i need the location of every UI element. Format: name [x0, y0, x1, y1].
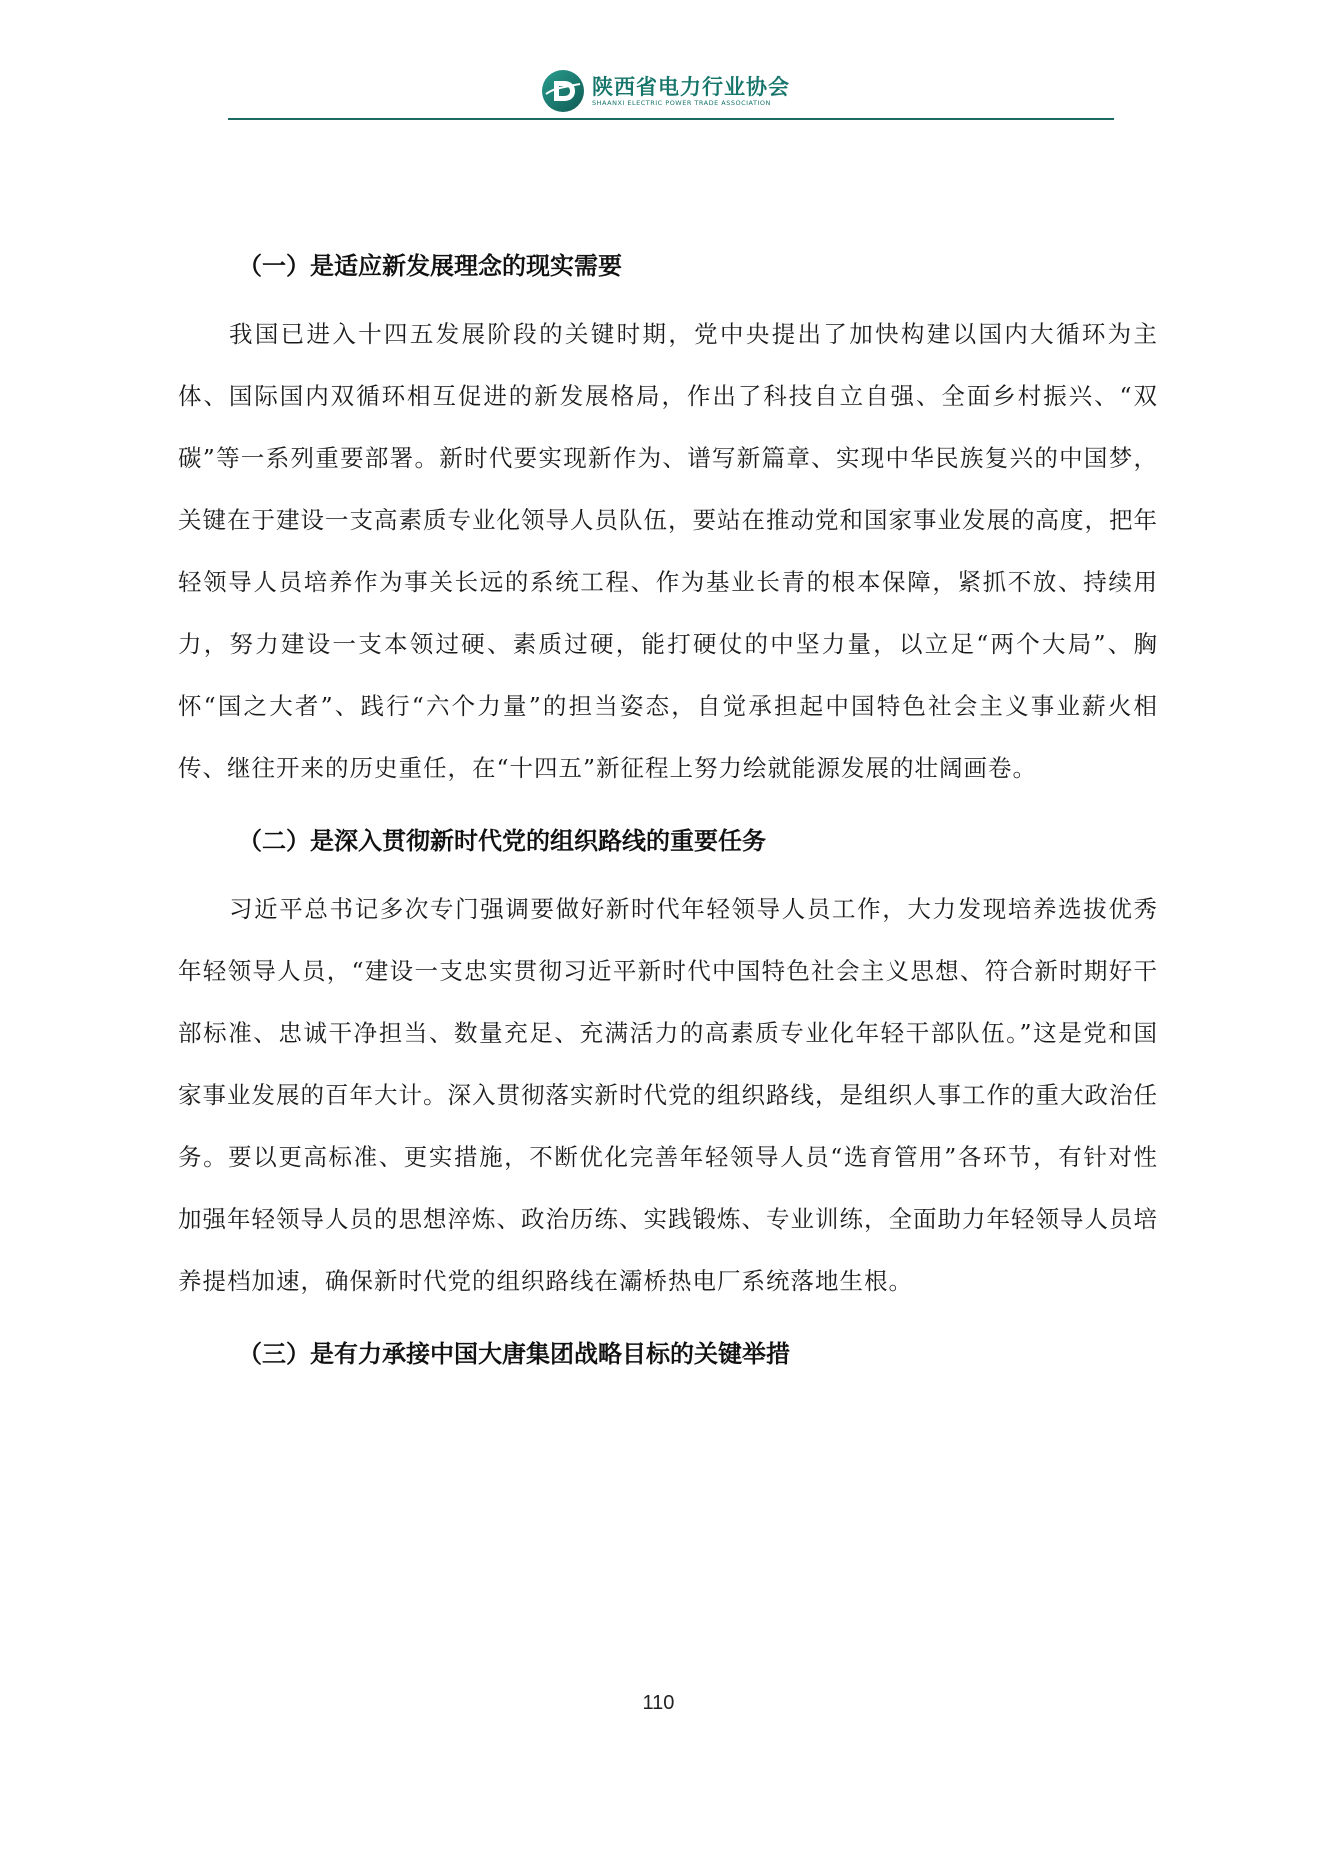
association-logo: [540, 68, 790, 114]
section-paragraph-2: 习近平总书记多次专门强调要做好新时代年轻领导人员工作，大力发现培养选拔优秀年轻领导人员，“建设一支忠实贯彻习近平新时代中国特色社会主义思想、符合新时期好干部标准、忠诚干净担当、数量充足、充满活力的高素质专业化年轻干部队伍。”这是党和国家事业发展的百年大计。深入贯彻落实新时代党的组织路线，是组织人事工作的重大政治任务。要以更高标准、更实措施，不断优化完善年轻领导人员“选育管用”各环节，有针对性加强年轻领导人员的思想淬炼、政治历练、实践锻炼、专业训练，全面助力年轻领导人员培养提档加速，确保新时代党的组织路线在灞桥热电厂系统落地生根。: [178, 895, 1158, 1295]
page-number: 110: [642, 1692, 675, 1714]
section-paragraph-1: 我国已进入十四五发展阶段的关键时期，党中央提出了加快构建以国内大循环为主体、国际国内双循环相互促进的新发展格局，作出了科技自立自强、全面乡村振兴、“双碳”等一系列重要部署。新时代要实现新作为、谱写新篇章、实现中华民族复兴的中国梦，关键在于建设一支高素质专业化领导人员队伍，要站在推动党和国家事业发展的高度，把年轻领导人员培养作为事关长远的系统工程、作为基业长青的根本保障，紧抓不放、持续用力，努力建设一支本领过硬、素质过硬，能打硬仗的中坚力量，以立足“两个大局”、胸怀“国之大者”、践行“六个力量”的担当姿态，自觉承担起中国特色社会主义事业薪火相传、继往开来的历史重任，在“十四五”新征程上努力绘就能源发展的壮阔画卷。: [178, 320, 1158, 782]
section-heading-1: （一）是适应新发展理念的现实需要: [238, 252, 622, 280]
header-divider: [228, 118, 1114, 120]
org-name-cn: 陕西省电力行业协会: [592, 74, 790, 99]
section-heading-2: （二）是深入贯彻新时代党的组织路线的重要任务: [238, 827, 766, 855]
section-heading-3: （三）是有力承接中国大唐集团战略目标的关键举措: [238, 1340, 790, 1368]
association-logo-icon: [540, 68, 586, 114]
org-name-en: SHAANXI ELECTRIC POWER TRADE ASSOCIATION: [592, 98, 771, 107]
document-body: [178, 250, 1158, 1370]
page-header: [228, 62, 1114, 122]
